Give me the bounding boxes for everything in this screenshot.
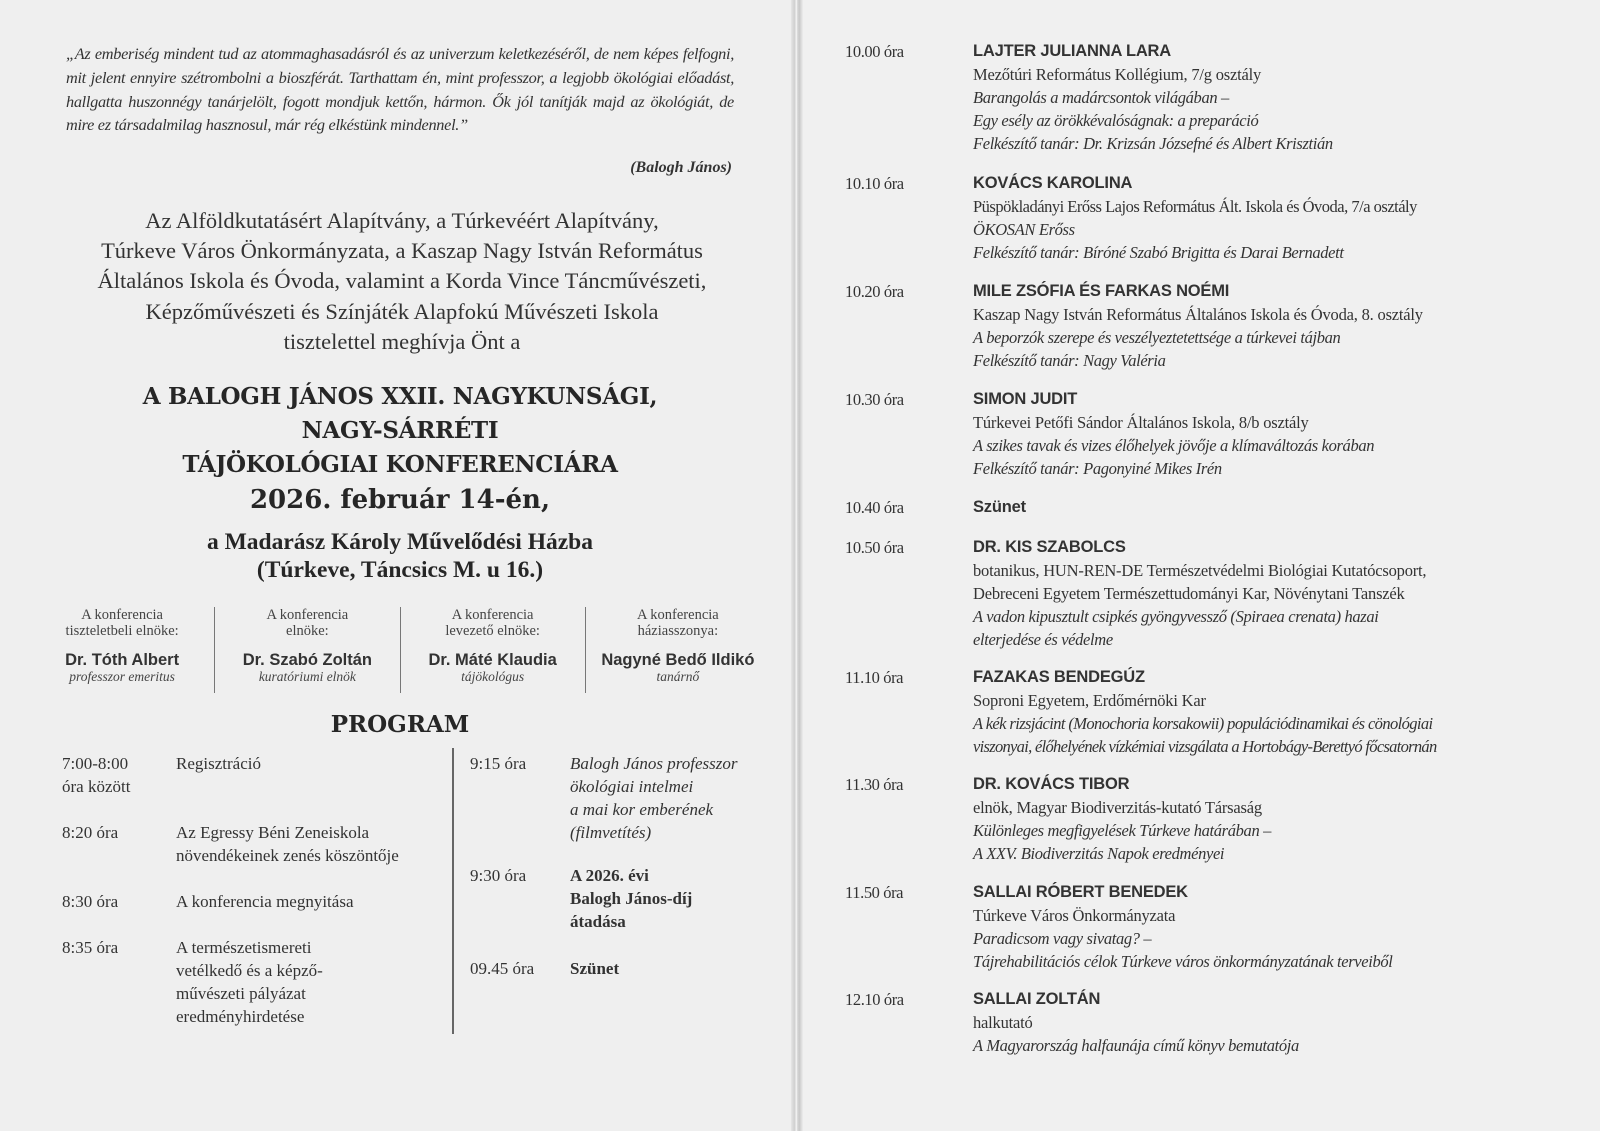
schedule-body xyxy=(973,280,1585,372)
official-role: A konferencia xyxy=(451,607,534,623)
official-name: Dr. Szabó Zoltán xyxy=(242,651,372,669)
program-column-divider xyxy=(452,748,454,1034)
presentation-topic: A XXV. Biodiverzitás Napok eredményei xyxy=(973,844,1225,863)
schedule-time: 10.10 óra xyxy=(845,174,904,193)
program-time xyxy=(62,890,176,913)
program-item xyxy=(470,864,692,933)
presenter-affiliation: botanikus, HUN-REN-DE Természetvédelmi Biológiai Kutatócsoport, xyxy=(973,561,1427,580)
program-item xyxy=(470,752,738,844)
presentation-topic: ÖKOSAN Erőss xyxy=(973,220,1075,239)
program-desc xyxy=(570,864,692,933)
desc-line: Regisztráció xyxy=(176,754,261,773)
break-label: Szünet xyxy=(973,498,1026,516)
official-honorary-chair xyxy=(30,607,214,693)
epigraph-quote: „Az emberiség mindent tud az atommaghasadásról és az univerzum keletkezéséről, de nem képes felfogni, mit jelent ennyire szétrombolni a bioszférát. Tarthattam én, mint professzor, a legjobb ökológiai előadást, hallgatta huszonnégy tanárjelölt, fogott mondjuk kettőn, hármon. Ők jól tanítják majd az ökológiát, de mire ez társadalmilag hasznosul, már rég elkéstünk mindennel.” xyxy=(66,44,734,135)
official-name: Nagyné Bedő Ildikó xyxy=(601,651,755,669)
official-name: Dr. Tóth Albert xyxy=(65,651,180,669)
schedule-item xyxy=(845,172,1585,264)
invitation-text xyxy=(40,206,764,357)
program-heading: PROGRAM xyxy=(330,711,470,738)
presenter-name: SALLAI ZOLTÁN xyxy=(973,990,1101,1008)
conference-date: 2026. február 14-én, xyxy=(249,485,551,515)
presentation-topic: Különleges megfigyelések Túrkeve határában – xyxy=(973,821,1272,840)
presenter-affiliation: Püspökladányi Erőss Lajos Református Ált. Iskola és Óvoda, 7/a osztály xyxy=(973,197,1417,216)
time-line: óra között xyxy=(62,777,131,796)
official-hostess xyxy=(585,607,770,693)
schedule-item xyxy=(845,881,1585,973)
presentation-topic: A Magyarország halfaunája című könyv bemutatója xyxy=(973,1036,1299,1055)
invitation-line: Az Alföldkutatásért Alapítvány, a Túrkevéért Alapítvány, xyxy=(145,208,659,233)
presentation-topic: Paradicsom vagy sivatag? – xyxy=(973,929,1152,948)
program-time xyxy=(470,957,570,980)
program-desc xyxy=(570,957,619,980)
presenter-name: SALLAI RÓBERT BENEDEK xyxy=(973,883,1188,901)
official-title: professzor emeritus xyxy=(69,669,175,684)
presentation-topic: A szikes tavak és vizes élőhelyek jövője a klímaváltozás korában xyxy=(973,436,1375,455)
official-role: A konferencia xyxy=(637,607,719,623)
official-role: tiszteletbeli elnöke: xyxy=(65,623,179,639)
time-line: 8:20 óra xyxy=(62,823,119,842)
desc-line: A 2026. évi xyxy=(570,866,649,885)
schedule-time: 10.00 óra xyxy=(845,42,904,61)
presentation-topic: A beporzók szerepe és veszélyeztetettsége a túrkevei tájban xyxy=(973,328,1341,347)
schedule-time: 10.30 óra xyxy=(845,390,904,409)
presenter-affiliation: Túrkevei Petőfi Sándor Általános Iskola, 8/b osztály xyxy=(973,413,1309,432)
program-desc xyxy=(176,821,399,867)
invitation-line: tisztelettel meghívja Önt a xyxy=(283,328,521,354)
supervising-teacher: Felkészítő tanár: Nagy Valéria xyxy=(973,351,1166,370)
desc-line: a mai kor emberének xyxy=(570,800,714,819)
invitation-line: Képzőművészeti és Színjáték Alapfokú Művészeti Iskola xyxy=(145,298,659,324)
time-line: 8:30 óra xyxy=(62,892,119,911)
program-item xyxy=(62,821,399,867)
presenter-affiliation: Mezőtúri Református Kollégium, 7/g osztály xyxy=(973,65,1262,84)
schedule-item-break xyxy=(845,496,1585,519)
official-chair xyxy=(214,607,399,693)
presenter-affiliation: Debreceni Egyetem Természettudományi Kar, Növénytani Tanszék xyxy=(973,584,1405,603)
presenter-name: DR. KIS SZABOLCS xyxy=(973,538,1126,556)
official-title: tájökológus xyxy=(461,669,525,684)
desc-line: Balogh János-díj xyxy=(570,889,693,908)
official-title: kuratóriumi elnök xyxy=(258,669,356,684)
supervising-teacher: Felkészítő tanár: Pagonyiné Mikes Irén xyxy=(973,459,1222,478)
left-page xyxy=(0,0,791,1131)
venue-address: (Túrkeve, Táncsics M. u 16.) xyxy=(256,557,544,583)
desc-line: A konferencia megnyitása xyxy=(176,892,354,911)
desc-line: A természetismereti xyxy=(176,938,312,957)
presentation-topic: Tájrehabilitációs célok Túrkeve város önkormányzatának terveiből xyxy=(973,952,1393,971)
program-time xyxy=(62,936,176,1028)
desc-line: Balogh János professzor xyxy=(570,754,738,773)
time-line: 7:00-8:00 xyxy=(62,754,129,773)
presentation-topic: Egy esély az örökkévalóságnak: a preparáció xyxy=(973,111,1259,130)
desc-line: Az Egressy Béni Zeneiskola xyxy=(176,823,370,842)
desc-line: vetélkedő és a képző- xyxy=(176,961,323,980)
schedule-time: 10.20 óra xyxy=(845,282,904,301)
schedule-time: 10.40 óra xyxy=(845,498,904,517)
desc-line: művészeti pályázat xyxy=(176,984,306,1003)
supervising-teacher: Felkészítő tanár: Dr. Krizsán Józsefné és Albert Krisztián xyxy=(973,134,1333,153)
official-role: háziasszonya: xyxy=(637,623,719,639)
schedule-item xyxy=(845,40,1585,155)
schedule-item xyxy=(845,988,1585,1057)
official-role: A konferencia xyxy=(266,607,349,623)
presenter-affiliation: halkutató xyxy=(973,1013,1033,1032)
presenter-affiliation: elnök, Magyar Biodiverzitás-kutató Társaság xyxy=(973,798,1262,817)
schedule-body xyxy=(973,988,1585,1057)
presentation-topic: A vadon kipusztult csipkés gyöngyvessző (Spiraea crenata) hazai xyxy=(973,607,1379,626)
desc-line: átadása xyxy=(570,912,626,931)
schedule-time: 11.10 óra xyxy=(845,668,904,687)
schedule-body xyxy=(973,666,1585,758)
time-line: 8:35 óra xyxy=(62,938,119,957)
schedule-time: 11.50 óra xyxy=(845,883,904,902)
official-title: tanárnő xyxy=(656,669,700,684)
presentation-topic: Barangolás a madárcsontok világában – xyxy=(973,88,1229,107)
supervising-teacher: Felkészítő tanár: Bíróné Szabó Brigitta és Darai Bernadett xyxy=(973,243,1344,262)
desc-line: Szünet xyxy=(570,959,620,978)
title-line: NAGY-SÁRRÉTI xyxy=(301,417,499,444)
presenter-name: LAJTER JULIANNA LARA xyxy=(973,42,1171,60)
schedule-body xyxy=(973,773,1585,865)
quote-author: (Balogh János) xyxy=(630,159,732,176)
schedule-body xyxy=(973,536,1585,651)
presenter-name: KOVÁCS KAROLINA xyxy=(973,174,1133,192)
desc-line: eredményhirdetése xyxy=(176,1007,305,1026)
title-line: TÁJÖKOLÓGIAI KONFERENCIÁRA xyxy=(182,451,618,478)
conference-venue xyxy=(80,528,720,584)
desc-line: ökológiai intelmei xyxy=(570,777,694,796)
program-desc xyxy=(176,752,261,798)
schedule-body xyxy=(973,496,1585,519)
schedule-time: 10.50 óra xyxy=(845,538,904,557)
schedule-item xyxy=(845,280,1585,372)
presenter-affiliation: Soproni Egyetem, Erdőmérnöki Kar xyxy=(973,691,1206,710)
schedule-body xyxy=(973,881,1585,973)
official-role: elnöke: xyxy=(286,623,329,639)
time-line: 9:15 óra xyxy=(470,754,527,773)
desc-line: (filmvetítés) xyxy=(570,823,652,842)
program-item xyxy=(62,936,323,1028)
schedule-time: 11.30 óra xyxy=(845,775,904,794)
schedule-item xyxy=(845,666,1585,758)
schedule-time: 12.10 óra xyxy=(845,990,904,1009)
schedule-body xyxy=(973,388,1585,480)
official-name: Dr. Máté Klaudia xyxy=(428,651,557,669)
program-time xyxy=(62,821,176,867)
presentation-topic: elterjedése és védelme xyxy=(973,630,1113,649)
program-desc xyxy=(570,752,738,844)
program-item xyxy=(470,957,619,980)
desc-line: növendékeinek zenés köszöntője xyxy=(176,846,399,865)
presenter-affiliation: Túrkeve Város Önkormányzata xyxy=(973,906,1176,925)
official-role: A konferencia xyxy=(81,607,163,623)
conference-title xyxy=(80,380,720,482)
presenter-name: FAZAKAS BENDEGÚZ xyxy=(973,668,1145,686)
presentation-topic: A kék rizsjácint (Monochoria korsakowii) populációdinamikai és cönológiai xyxy=(973,714,1433,733)
presenter-name: MILE ZSÓFIA ÉS FARKAS NOÉMI xyxy=(973,282,1230,300)
presenter-name: SIMON JUDIT xyxy=(973,390,1078,408)
program-desc xyxy=(176,936,323,1028)
page-fold xyxy=(791,0,803,1131)
time-line: 09.45 óra xyxy=(470,959,535,978)
program-item xyxy=(62,890,354,913)
title-line: A BALOGH JÁNOS XXII. NAGYKUNSÁGI, xyxy=(142,383,658,410)
presentation-topic: viszonyai, élőhelyének vízkémiai vizsgálata a Hortobágy-Berettyó főcsatornán xyxy=(973,737,1437,756)
program-time xyxy=(470,864,570,933)
time-line: 9:30 óra xyxy=(470,866,527,885)
program-time xyxy=(470,752,570,844)
invitation-line: Túrkeve Város Önkormányzata, a Kaszap Nagy István Református xyxy=(101,238,703,264)
schedule-body xyxy=(973,172,1585,264)
official-moderator xyxy=(400,607,585,693)
invitation-line: Általános Iskola és Óvoda, valamint a Korda Vince Táncművészeti, xyxy=(97,268,707,294)
presenter-affiliation: Kaszap Nagy István Református Általános Iskola és Óvoda, 8. osztály xyxy=(973,305,1423,324)
program-desc xyxy=(176,890,354,913)
program-time xyxy=(62,752,176,798)
program-item xyxy=(62,752,261,798)
schedule-item xyxy=(845,536,1585,651)
officials-row xyxy=(30,607,770,693)
schedule-item xyxy=(845,773,1585,865)
presenter-name: DR. KOVÁCS TIBOR xyxy=(973,775,1130,793)
venue-name: a Madarász Károly Művelődési Házba xyxy=(207,529,593,555)
official-role: levezető elnöke: xyxy=(445,623,540,639)
schedule-item xyxy=(845,388,1585,480)
schedule-body xyxy=(973,40,1585,155)
